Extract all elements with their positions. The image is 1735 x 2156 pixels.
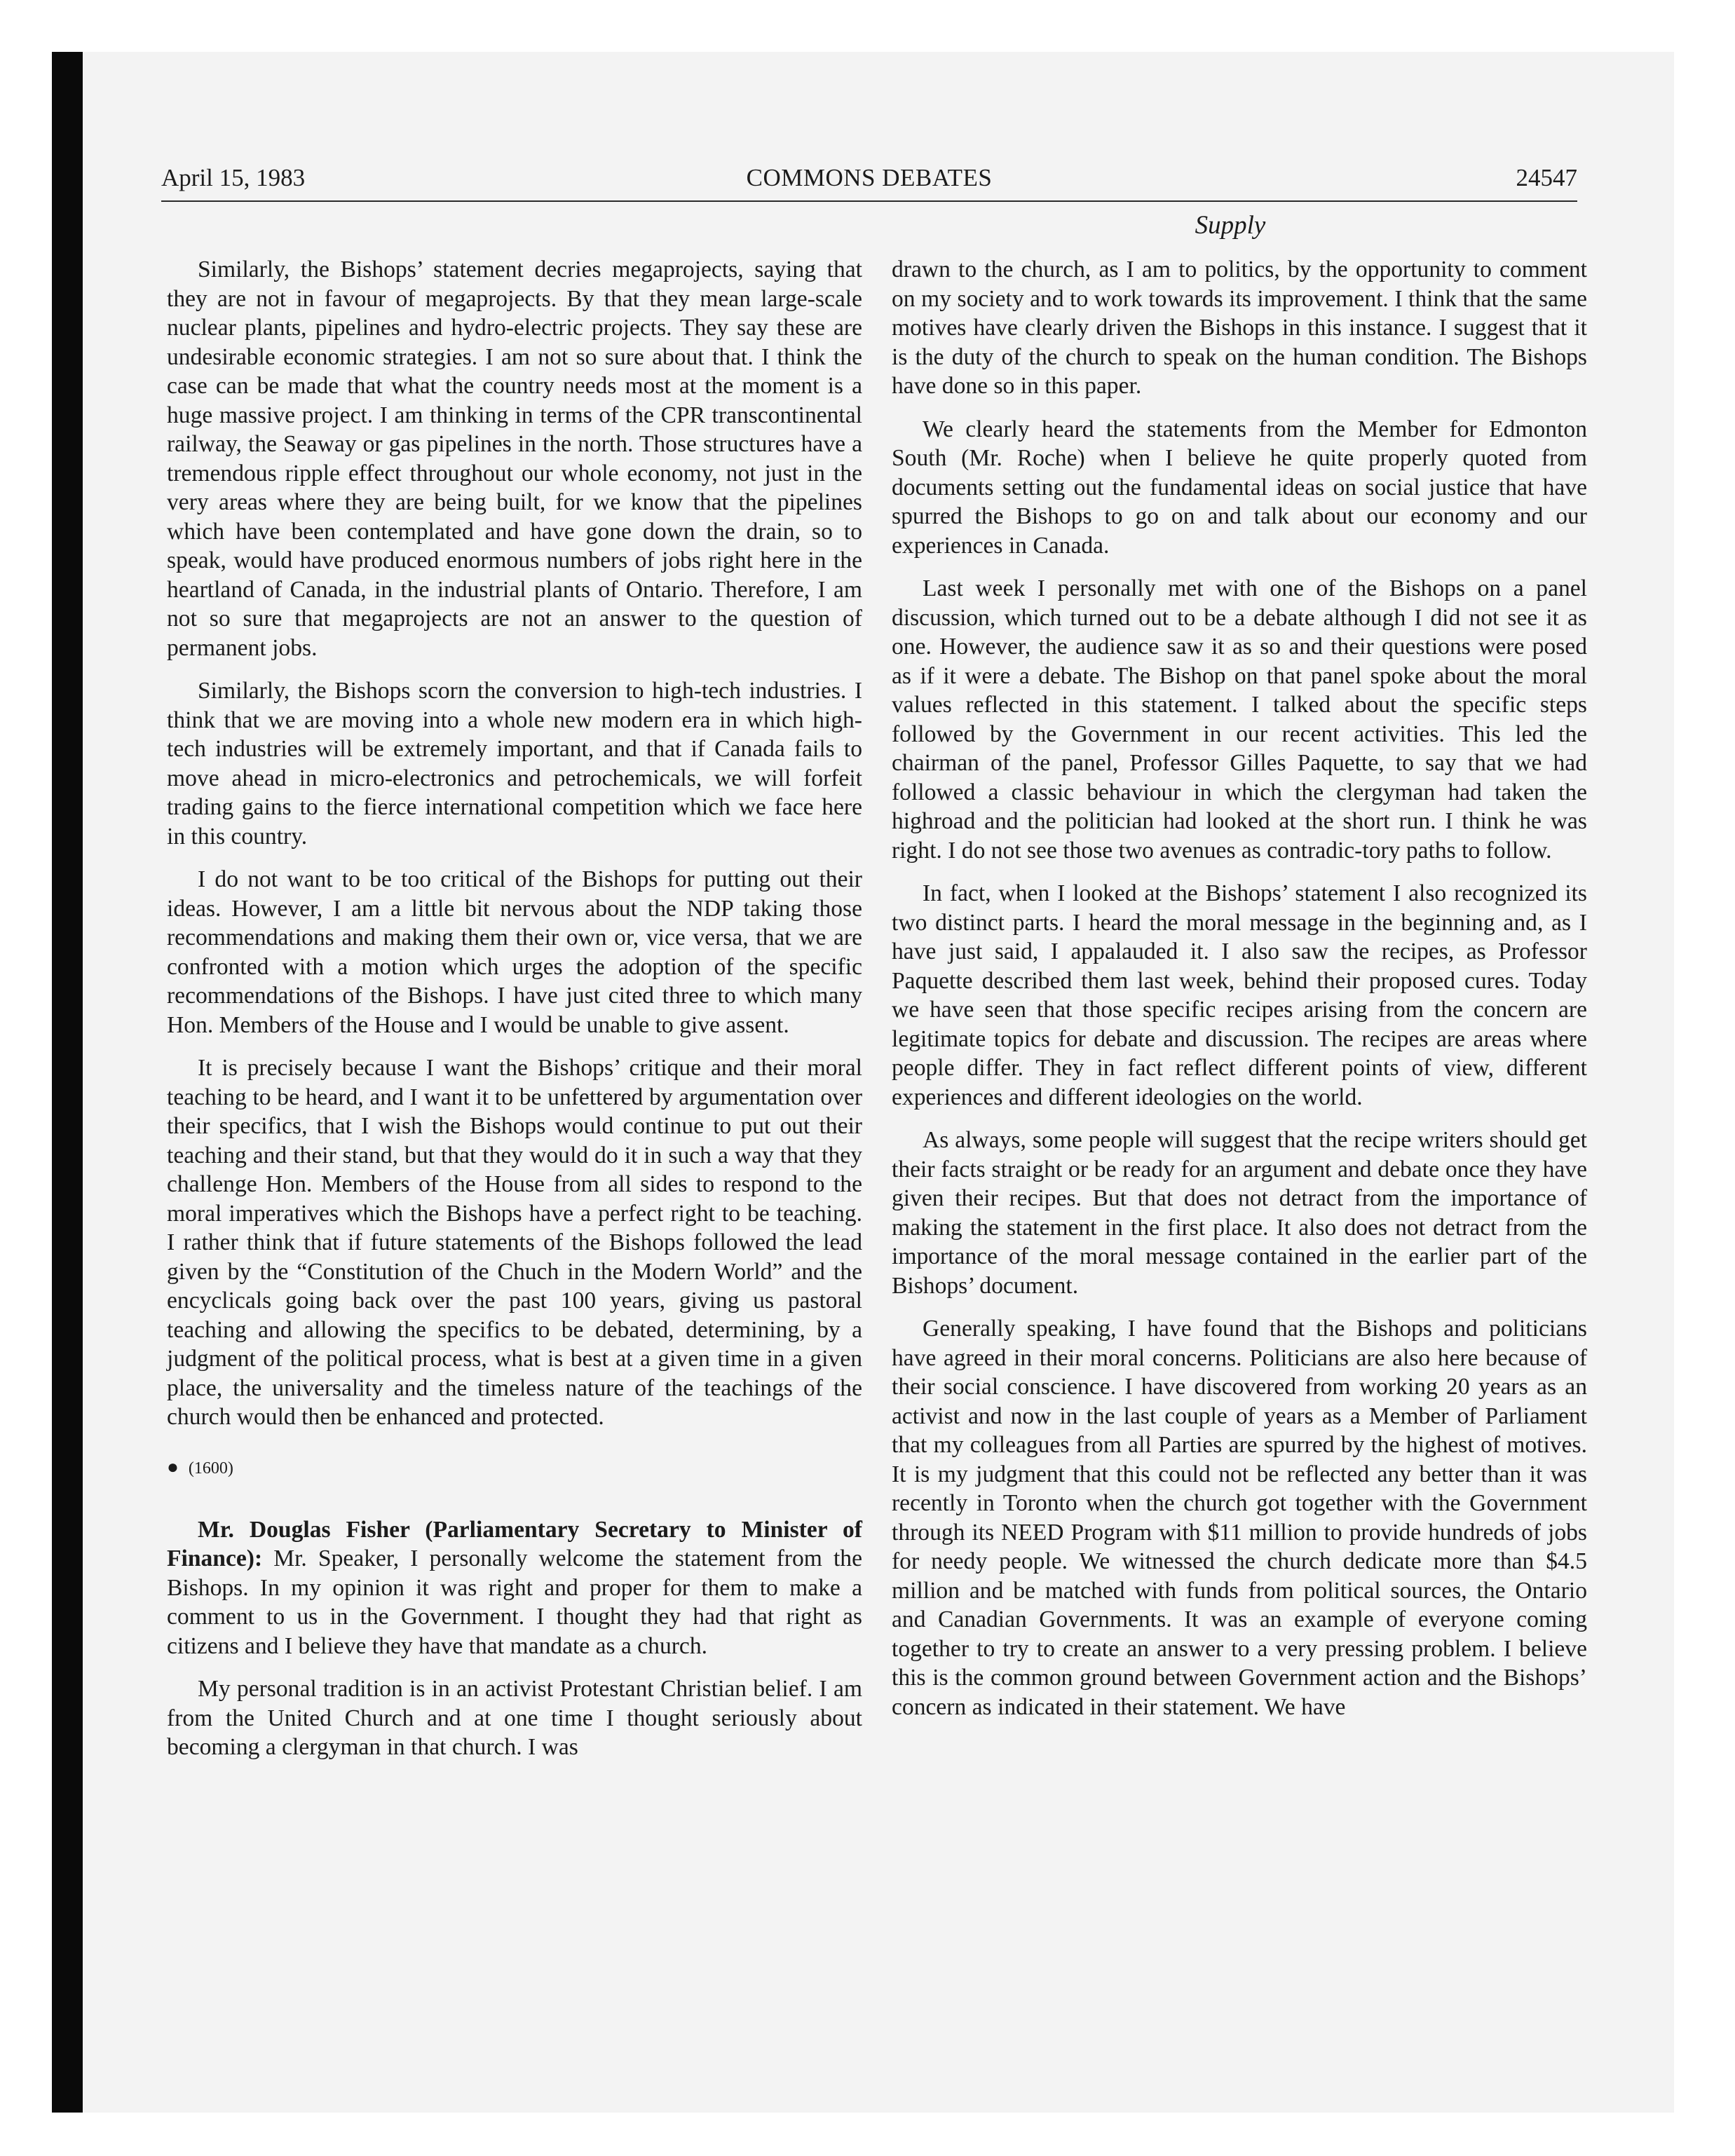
paragraph: We clearly heard the statements from the Member for Edmonton South (Mr. Roche) when I believe he quite properly quoted from documents setting out the fundamental ideas on social justice that have spurred the Bishops to go on and talk about our economy and our experiences in Canada. <box>892 416 1587 559</box>
paragraph: As always, some people will suggest that the recipe writers should get their facts straight or be ready for an argument and debate once they have given their recipes. But that does not detract from the importance of making the statement in the first place. It also does not detract from the importance of the moral message contained in the earlier part of the Bishops’ document. <box>892 1127 1587 1299</box>
paragraph-continued: drawn to the church, as I am to politics, by the opportunity to comment on my society and to work towards its improvement. I think that the same motives have clearly driven the Bishops in this instance. I suggest that it is the duty of the church to speak on the human condition. The Bishops have done so in this paper. <box>892 257 1587 399</box>
paragraph: In fact, when I looked at the Bishops’ statement I also recognized its two distinct parts. I heard the moral message in the beginning and, as I have just said, I appalauded it. I also saw the recipes, as Professor Paquette described them last week, behind their proposed cures. Today we have seen that those specific recipes arising from the concern are legitimate topics for debate and discussion. The recipes are areas where people differ. They in fact reflect different points of view, different experiences and different ideologies on the world. <box>892 880 1587 1110</box>
section-title: Supply <box>1195 211 1266 240</box>
binding-edge <box>52 52 83 2113</box>
paragraph: It is precisely because I want the Bishops’ critique and their moral teaching to be heard, and I want it to be unfettered by argumentation over their specifics, that I wish the Bishops would continue to put out their teaching and their stand, but that they would do it in such a way that they challenge Hon. Members of the House from all sides to respond to the moral imperatives which the Bishops have a perfect right to be teaching. I rather think that if future statements of the Bishops followed the lead given by the “Constitution of the Chuch in the Modern World” and the encyclicals going back over the past 100 years, giving us pastoral teaching and allowing the specifics to be debated, determining, by a judgment of the political process, what is best at a given time in a given place, the universality and the timeless nature of the teachings of the church would then be enhanced and protected. <box>167 1055 862 1430</box>
left-column <box>167 255 862 1776</box>
paragraph: Similarly, the Bishops scorn the conversion to high-tech industries. I think that we are moving into a whole new modern era in which high-tech industries will be extremely important, and that if Canada fails to move ahead in micro-electronics and petrochemicals, we will forfeit trading gains to the fierce international competition which we face here in this country. <box>167 678 862 850</box>
time-marker-text: (1600) <box>188 1459 233 1478</box>
paragraph: I do not want to be too critical of the Bishops for putting out their ideas. However, I am a little bit nervous about the NDP taking those recommendations and making them their own or, vice versa, that we are confronted with a motion which urges the adoption of the specific recommendations of the Bishops. I have just cited three to which many Hon. Members of the House and I would be unable to give assent. <box>167 866 862 1038</box>
paragraph: Similarly, the Bishops’ statement decries megaprojects, saying that they are not in favour of megaprojects. By that they mean large-scale nuclear plants, pipelines and hydro-electric projects. They say these are undesirable economic strategies. I am not so sure about that. I think the case can be made that what the country needs most at the moment is a huge massive project. I am thinking in terms of the CPR transcontinental railway, the Seaway or gas pipelines in the north. Those structures have a tremendous ripple effect throughout our whole economy, not just in the very areas where they are being built, for we know that the pipelines which have been contemplated and have gone down the drain, so to speak, would have produced enormous numbers of jobs right here in the heartland of Canada, in the industrial plants of Ontario. Therefore, I am not so sure that megaprojects are not an answer to the question of permanent jobs. <box>167 257 862 661</box>
speech-text: Mr. Speaker, I personally welcome the statement from the Bishops. In my opinion it was right and proper for them to make a comment to us in the Government. I thought they had that right as citizens and I believe they have that mandate as a church. <box>167 1546 862 1659</box>
paragraph: My personal tradition is in an activist Protestant Christian belief. I am from the United Church and at one time I thought seriously about becoming a clergyman in that church. I was <box>167 1676 862 1760</box>
speech-paragraph <box>167 1515 862 1661</box>
paragraph: Last week I personally met with one of the Bishops on a panel discussion, which turned out to be a debate although I did not see it as one. However, the audience saw it as so and their questions were posed as if it were a debate. The Bishop on that panel spoke about the moral values reflected in this statement. I talked about the specific steps followed by the Government in our recent activities. This led the chairman of the panel, Professor Gilles Paquette, to say that we had followed a classic behaviour in which the clergyman had taken the highroad and the politician had looked at the short run. I think he was right. I do not see those two avenues as contradic-tory paths to follow. <box>892 575 1587 864</box>
paragraph: Generally speaking, I have found that the Bishops and politicians have agreed in their moral concerns. Politicians are also here because of their social conscience. I have discovered from working 20 years as an activist and now in the last couple of years as a Member of Parliament that my colleagues from all Parties are spurred by the highest of motives. It is my judgment that this could not be reflected any better than it was recently in Toronto when the church got together with the Government through its NEED Program with $11 million to provide hundreds of jobs for needy people. We witnessed the church dedicate more than $4.5 million and be matched with funds from political sources, the Ontario and Canadian Governments. It was an example of everyone coming together to try to create an answer to a very pressing problem. I believe this is the common ground between Government action and the Bishops’ concern as indicated in their statement. We have <box>892 1316 1587 1720</box>
header-page-number: 24547 <box>1516 164 1577 191</box>
right-column <box>892 255 1587 1735</box>
time-marker <box>167 1457 862 1479</box>
speaker-name: Mr. Douglas Fisher (Parliamentary Secretary to Minister of Finance): <box>167 1516 862 1571</box>
bullet-icon: ● <box>167 1456 179 1478</box>
header-date: April 15, 1983 <box>161 164 306 191</box>
running-header <box>161 164 1577 202</box>
header-journal-title: COMMONS DEBATES <box>746 164 993 191</box>
